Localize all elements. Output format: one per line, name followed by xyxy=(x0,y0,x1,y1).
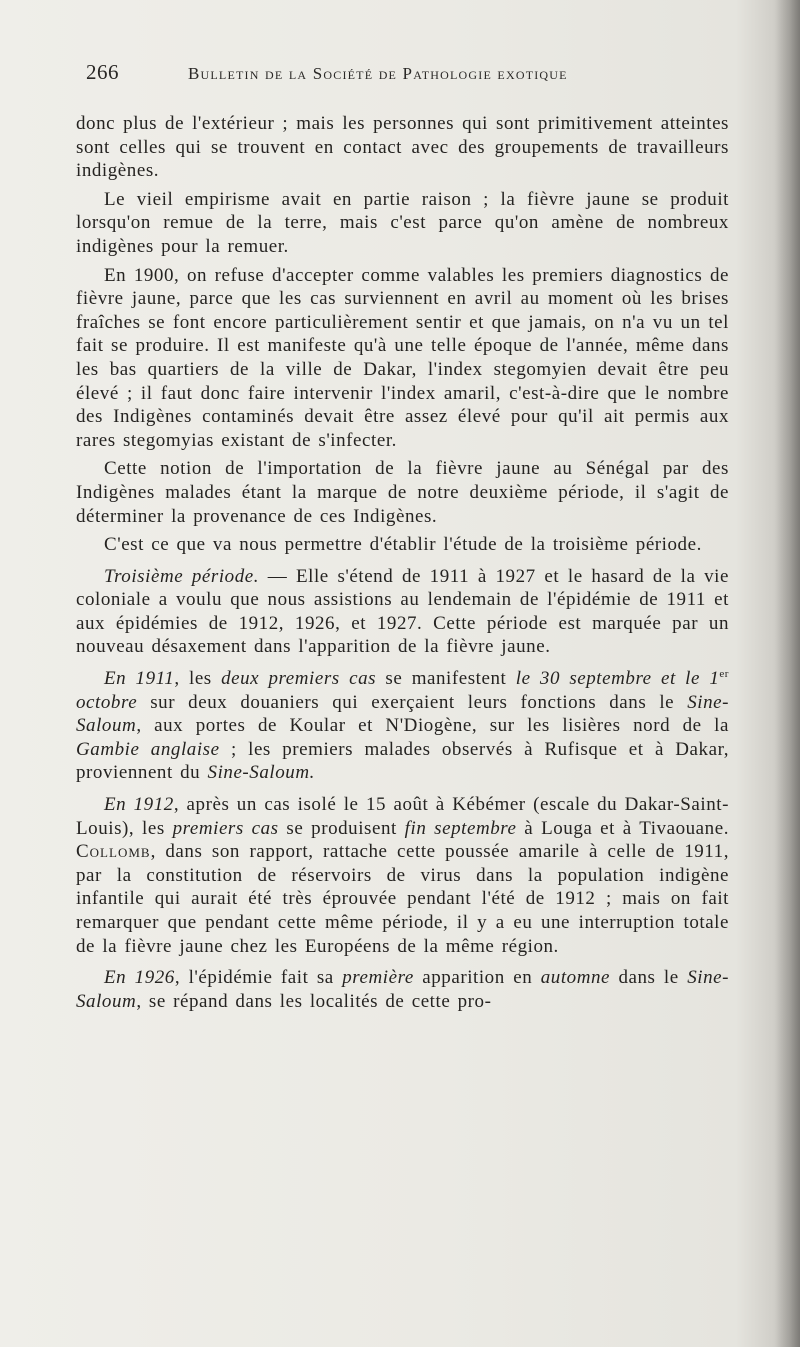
paragraph xyxy=(76,264,729,453)
text-run: C'est ce que va nous permettre d'établir l'étude de la troisième période. xyxy=(104,534,702,556)
paragraph xyxy=(76,966,729,1013)
text-run: , après un cas isolé le 15 août à Kébémer (escale du Dakar-Saint-Louis), les xyxy=(76,794,729,839)
italic-text: automne xyxy=(540,967,611,989)
text-run: à Louga et à Tivaouane. xyxy=(516,817,729,839)
paragraph xyxy=(76,533,729,557)
text-run: dans le xyxy=(610,967,688,989)
page-number: 266 xyxy=(86,60,119,84)
italic-text: première xyxy=(342,967,414,989)
page-header xyxy=(86,60,736,94)
article-body xyxy=(76,112,729,1018)
paragraph xyxy=(76,188,729,259)
text-run: Le vieil empirisme avait en partie raison ; la fièvre jaune se produit lorsqu'on remue de la terre, mais c'est parce qu'on amène de nombreux indigènes pour la remuer. xyxy=(76,188,729,257)
binding-shadow xyxy=(774,0,800,1347)
text-run: Cette notion de l'importation de la fièvre jaune au Sénégal par des Indigènes malades étant la marque de notre deuxième période, il s'agit de déterminer la provenance de ces Indigènes. xyxy=(76,458,729,527)
paragraph xyxy=(76,667,729,785)
text-run: sur deux douaniers qui exerçaient leurs fonctions dans le xyxy=(137,691,688,713)
italic-text: Sine-Saloum xyxy=(76,691,729,737)
italic-text: En 1926 xyxy=(104,967,175,989)
paragraph xyxy=(76,793,729,958)
italic-text: En 1911 xyxy=(104,668,175,690)
text-run: ; les premiers malades observés à Rufisque et à Dakar, proviennent du xyxy=(76,738,729,784)
italic-text: Troisième période. xyxy=(104,565,260,587)
text-run: donc plus de l'extérieur ; mais les personnes qui sont primitivement atteintes sont celles qui se trouvent en contact avec des groupements de travailleurs indigènes. xyxy=(76,113,729,182)
text-run: se produisent xyxy=(278,817,405,839)
italic-text: Gambie anglaise xyxy=(76,738,220,760)
paragraph xyxy=(76,112,729,183)
italic-text: le 30 septembre et le 1 xyxy=(515,668,720,690)
italic-text: premiers cas xyxy=(172,817,279,839)
paragraph xyxy=(76,457,729,528)
italic-text: fin septembre xyxy=(404,817,517,839)
text-run: , se répand dans les localités de cette pro- xyxy=(136,990,492,1012)
superscript-text: er xyxy=(719,668,730,681)
author-name: Collomb xyxy=(76,841,151,863)
italic-text: En 1912 xyxy=(104,794,174,816)
text-run: apparition en xyxy=(413,967,541,989)
text-run: — Elle s'étend de 1911 à 1927 et le hasard de la vie coloniale a voulu que nous assistions au lendemain de l'épidémie de 1911 et aux épidémies de 1912, 1926, et 1927. Cette période est marquée par un nouveau désaxement dans l'apparition de la fièvre jaune. xyxy=(76,565,729,658)
paragraph xyxy=(76,565,729,659)
text-run: se manifestent xyxy=(376,668,516,690)
italic-text: octobre xyxy=(76,691,138,713)
text-run: , les xyxy=(174,668,222,690)
running-title: Bulletin de la Société de Pathologie exotique xyxy=(188,64,568,83)
italic-text: Sine-Saloum xyxy=(76,967,729,1012)
text-run: , dans son rapport, rattache cette poussée amarile à celle de 1911, par la constitution de réservoirs de virus dans la population indigène infantile qui aurait été très éprouvée pendant l'été de 1912 ; mais on fait remarquer que pendant cette même période, il y a eu une interruption totale de la fièvre jaune chez les Européens de la même région. xyxy=(76,841,729,957)
text-run: En 1900, on refuse d'accepter comme valables les premiers diagnostics de fièvre jaune, parce que les cas surviennent en avril au moment où les brises fraîches se font encore particulièrement sentir et que jamais, on n'a vu un tel fait se produire. Il est manifeste qu'à une telle époque de l'année, même dans les bas quartiers de la ville de Dakar, l'index stegomyien devait être peu élevé ; il faut donc faire intervenir l'index amaril, c'est-à-dire que le nombre des Indigènes contaminés devait être assez élevé pour qu'il ait permis aux rares stegomyias existant de s'infecter. xyxy=(76,264,729,451)
italic-text: Sine-Saloum. xyxy=(207,762,315,784)
text-run: , l'épidémie fait sa xyxy=(174,967,343,989)
italic-text: deux premiers cas xyxy=(221,668,377,690)
text-run: , aux portes de Koular et N'Diogène, sur les lisières nord de la xyxy=(136,715,729,737)
